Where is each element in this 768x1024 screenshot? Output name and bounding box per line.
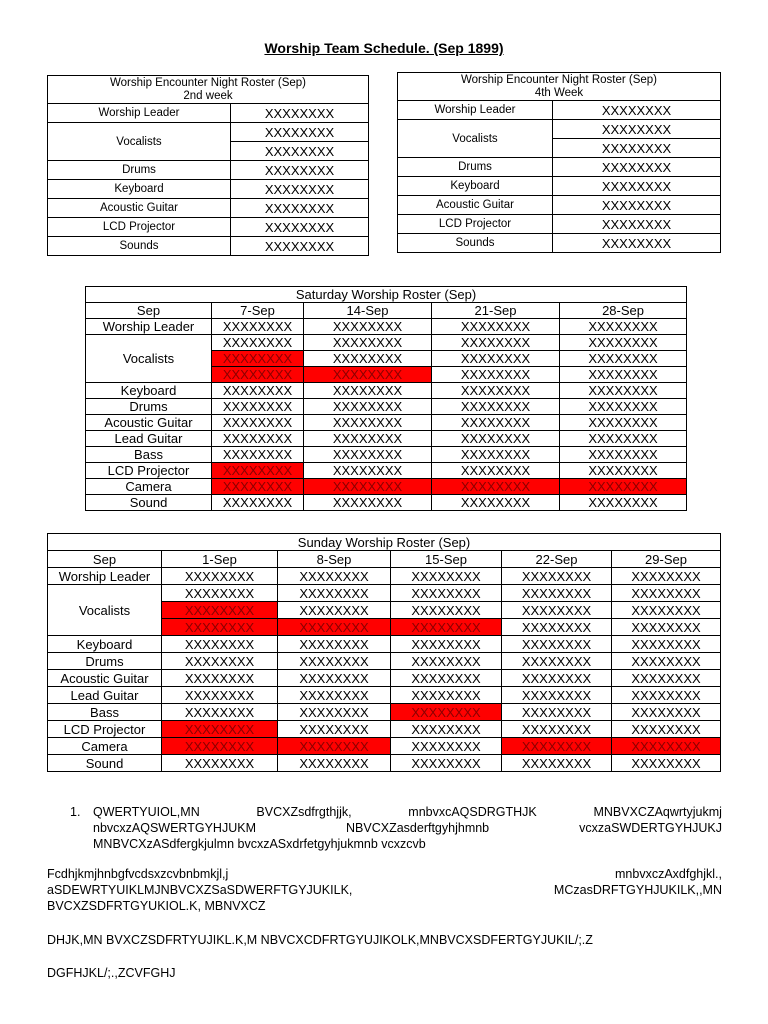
assignee-cell: XXXXXXXX: [231, 218, 369, 237]
role-label: Acoustic Guitar: [86, 415, 212, 431]
assignee-cell: XXXXXXXX: [162, 585, 278, 602]
highlighted-assignee-cell: XXXXXXXX: [560, 479, 687, 495]
roster-title: Saturday Worship Roster (Sep): [86, 287, 687, 303]
assignee-cell: XXXXXXXX: [612, 687, 721, 704]
table-row: [48, 755, 721, 772]
assignee-cell: XXXXXXXX: [304, 319, 432, 335]
assignee-cell: XXXXXXXX: [212, 335, 304, 351]
roster-title: Sunday Worship Roster (Sep): [48, 534, 721, 551]
assignee-cell: XXXXXXXX: [278, 653, 391, 670]
role-label: Vocalists: [398, 120, 553, 158]
assignee-cell: XXXXXXXX: [502, 687, 612, 704]
role-label: Sounds: [48, 237, 231, 256]
assignee-cell: XXXXXXXX: [304, 415, 432, 431]
roster-header-line: Worship Encounter Night Roster (Sep): [461, 73, 658, 86]
roster-header-row: [48, 76, 369, 104]
table-row: [398, 177, 721, 196]
assignee-cell: XXXXXXXX: [391, 568, 502, 585]
assignee-cell: XXXXXXXX: [502, 585, 612, 602]
paragraph-4: DGFHJKL/;.,ZCVFGHJ: [47, 966, 176, 980]
assignee-cell: XXXXXXXX: [278, 670, 391, 687]
role-label: LCD Projector: [48, 218, 231, 237]
assignee-cell: XXXXXXXX: [612, 568, 721, 585]
table-row: [86, 447, 687, 463]
role-label: Vocalists: [86, 335, 212, 383]
paragraph-2-line-3: BVCXZSDFRTGYUKIOL.K, MBNVXCZ: [47, 899, 266, 913]
assignee-cell: XXXXXXXX: [553, 139, 721, 158]
highlighted-assignee-cell: XXXXXXXX: [162, 738, 278, 755]
assignee-cell: XXXXXXXX: [560, 463, 687, 479]
table-row: [398, 158, 721, 177]
role-label: Worship Leader: [48, 104, 231, 123]
role-label: Vocalists: [48, 585, 162, 636]
assignee-cell: XXXXXXXX: [553, 158, 721, 177]
assignee-cell: XXXXXXXX: [278, 704, 391, 721]
assignee-cell: XXXXXXXX: [502, 602, 612, 619]
role-label: Keyboard: [86, 383, 212, 399]
table-row: [48, 161, 369, 180]
paragraph-word: aSDEWRTYUIKLMJNBVCXZSaSDWERFTGYJUKILK,: [47, 883, 353, 897]
role-label: Keyboard: [398, 177, 553, 196]
assignee-cell: XXXXXXXX: [391, 636, 502, 653]
assignee-cell: XXXXXXXX: [391, 721, 502, 738]
assignee-cell: XXXXXXXX: [560, 431, 687, 447]
assignee-cell: XXXXXXXX: [278, 636, 391, 653]
table-row: [48, 670, 721, 687]
encounter-roster-2nd-week: [47, 75, 369, 256]
date-header: 8-Sep: [278, 551, 391, 568]
assignee-cell: XXXXXXXX: [553, 215, 721, 234]
table-row: [398, 215, 721, 234]
table-row: [48, 687, 721, 704]
assignee-cell: XXXXXXXX: [304, 447, 432, 463]
date-header: 29-Sep: [612, 551, 721, 568]
role-label: LCD Projector: [48, 721, 162, 738]
table-row: [48, 218, 369, 237]
table-row: [48, 123, 369, 142]
item-word: mnbvxcAQSDRGTHJK: [408, 805, 537, 819]
roster-header-row: [398, 73, 721, 101]
assignee-cell: XXXXXXXX: [432, 351, 560, 367]
sunday-roster: [47, 533, 721, 772]
item-number: 1.: [70, 805, 81, 819]
table-row: [86, 319, 687, 335]
role-label: Sounds: [398, 234, 553, 253]
highlighted-assignee-cell: XXXXXXXX: [391, 619, 502, 636]
role-label: Vocalists: [48, 123, 231, 161]
table-row: [86, 399, 687, 415]
role-label: Lead Guitar: [48, 687, 162, 704]
highlighted-assignee-cell: XXXXXXXX: [212, 463, 304, 479]
item-word: BVCXZsdfrgthjjk,: [256, 805, 352, 819]
assignee-cell: XXXXXXXX: [502, 704, 612, 721]
table-row: [48, 704, 721, 721]
role-label: Camera: [48, 738, 162, 755]
assignee-cell: XXXXXXXX: [304, 335, 432, 351]
assignee-cell: XXXXXXXX: [560, 495, 687, 511]
role-label: Acoustic Guitar: [48, 670, 162, 687]
assignee-cell: XXXXXXXX: [612, 602, 721, 619]
assignee-cell: XXXXXXXX: [162, 653, 278, 670]
date-header: 15-Sep: [391, 551, 502, 568]
role-label: Acoustic Guitar: [398, 196, 553, 215]
date-header: 1-Sep: [162, 551, 278, 568]
assignee-cell: XXXXXXXX: [560, 447, 687, 463]
role-label: Keyboard: [48, 636, 162, 653]
assignee-cell: XXXXXXXX: [391, 585, 502, 602]
roster-header-line: 2nd week: [183, 89, 233, 102]
table-row: [48, 738, 721, 755]
table-row: [48, 180, 369, 199]
table-row: [86, 383, 687, 399]
assignee-cell: XXXXXXXX: [162, 568, 278, 585]
assignee-cell: XXXXXXXX: [553, 101, 721, 120]
assignee-cell: XXXXXXXX: [612, 704, 721, 721]
assignee-cell: XXXXXXXX: [212, 495, 304, 511]
assignee-cell: XXXXXXXX: [553, 234, 721, 253]
highlighted-assignee-cell: XXXXXXXX: [162, 721, 278, 738]
date-header: 21-Sep: [432, 303, 560, 319]
highlighted-assignee-cell: XXXXXXXX: [304, 367, 432, 383]
date-header-row: [86, 303, 687, 319]
table-row: [48, 199, 369, 218]
assignee-cell: XXXXXXXX: [231, 199, 369, 218]
role-label: Sound: [48, 755, 162, 772]
item-word: nbvcxzAQSWERTGYHJUKM: [93, 821, 256, 835]
paragraph-word: mnbvxczAxdfghjkl.,: [615, 867, 722, 881]
highlighted-assignee-cell: XXXXXXXX: [212, 479, 304, 495]
assignee-cell: XXXXXXXX: [162, 755, 278, 772]
table-row: [398, 101, 721, 120]
assignee-cell: XXXXXXXX: [432, 335, 560, 351]
table-row: [48, 653, 721, 670]
assignee-cell: XXXXXXXX: [432, 383, 560, 399]
date-header: 14-Sep: [304, 303, 432, 319]
table-row: [86, 479, 687, 495]
paragraph-3: DHJK,MN BVXCZSDFRTYUJIKL.K,M NBVCXCDFRTGYUJIKOLK,MNBVCXSDFERTGYJUKIL/;.Z: [47, 933, 593, 947]
assignee-cell: XXXXXXXX: [162, 670, 278, 687]
table-row: [48, 237, 369, 256]
assignee-cell: XXXXXXXX: [278, 568, 391, 585]
assignee-cell: XXXXXXXX: [502, 755, 612, 772]
assignee-cell: XXXXXXXX: [231, 123, 369, 142]
assignee-cell: XXXXXXXX: [432, 415, 560, 431]
table-row: [48, 721, 721, 738]
highlighted-assignee-cell: XXXXXXXX: [278, 738, 391, 755]
highlighted-assignee-cell: XXXXXXXX: [278, 619, 391, 636]
encounter-roster-4th-week: [397, 72, 721, 253]
assignee-cell: XXXXXXXX: [304, 495, 432, 511]
roster-title-row: [48, 534, 721, 551]
roster-header-line: 4th Week: [534, 86, 584, 99]
assignee-cell: XXXXXXXX: [162, 704, 278, 721]
roster-header-line: Worship Encounter Night Roster (Sep): [110, 76, 307, 89]
assignee-cell: XXXXXXXX: [278, 585, 391, 602]
assignee-cell: XXXXXXXX: [304, 383, 432, 399]
role-label: Drums: [86, 399, 212, 415]
highlighted-assignee-cell: XXXXXXXX: [304, 479, 432, 495]
role-label: LCD Projector: [398, 215, 553, 234]
table-row: [86, 431, 687, 447]
assignee-cell: XXXXXXXX: [212, 319, 304, 335]
assignee-cell: XXXXXXXX: [612, 636, 721, 653]
numbered-item: [70, 804, 722, 852]
saturday-roster: [85, 286, 687, 511]
assignee-cell: XXXXXXXX: [231, 161, 369, 180]
assignee-cell: XXXXXXXX: [612, 653, 721, 670]
assignee-cell: XXXXXXXX: [502, 568, 612, 585]
item-word: NBVCXZasderftgyhjhmnb: [346, 821, 490, 835]
role-label: LCD Projector: [86, 463, 212, 479]
assignee-cell: XXXXXXXX: [502, 721, 612, 738]
role-label: Bass: [86, 447, 212, 463]
assignee-cell: XXXXXXXX: [560, 319, 687, 335]
assignee-cell: XXXXXXXX: [432, 319, 560, 335]
assignee-cell: XXXXXXXX: [278, 602, 391, 619]
assignee-cell: XXXXXXXX: [391, 687, 502, 704]
table-row: [86, 463, 687, 479]
table-row: [86, 335, 687, 351]
assignee-cell: XXXXXXXX: [231, 104, 369, 123]
assignee-cell: XXXXXXXX: [391, 738, 502, 755]
role-label: Worship Leader: [398, 101, 553, 120]
table-row: [48, 568, 721, 585]
assignee-cell: XXXXXXXX: [391, 653, 502, 670]
paragraph-2-line-2: [47, 882, 722, 898]
assignee-cell: XXXXXXXX: [432, 367, 560, 383]
table-row: [398, 120, 721, 139]
roster-header: [398, 73, 721, 101]
assignee-cell: XXXXXXXX: [560, 383, 687, 399]
highlighted-assignee-cell: XXXXXXXX: [432, 479, 560, 495]
assignee-cell: XXXXXXXX: [553, 196, 721, 215]
assignee-cell: XXXXXXXX: [278, 721, 391, 738]
date-header: 7-Sep: [212, 303, 304, 319]
role-label: Worship Leader: [48, 568, 162, 585]
assignee-cell: XXXXXXXX: [212, 431, 304, 447]
assignee-cell: XXXXXXXX: [304, 463, 432, 479]
item-word: vcxzaSWDERTGYHJUKJ: [579, 821, 722, 835]
month-header: Sep: [48, 551, 162, 568]
assignee-cell: XXXXXXXX: [612, 585, 721, 602]
item-line-3: MNBVCXzASdfergkjulmn bvcxzASxdrfetgyhjukmnb vcxzcvb: [93, 837, 426, 851]
role-label: Drums: [48, 653, 162, 670]
month-header: Sep: [86, 303, 212, 319]
role-label: Sound: [86, 495, 212, 511]
assignee-cell: XXXXXXXX: [432, 447, 560, 463]
assignee-cell: XXXXXXXX: [304, 431, 432, 447]
assignee-cell: XXXXXXXX: [231, 180, 369, 199]
assignee-cell: XXXXXXXX: [212, 415, 304, 431]
assignee-cell: XXXXXXXX: [560, 367, 687, 383]
table-row: [86, 415, 687, 431]
assignee-cell: XXXXXXXX: [432, 399, 560, 415]
assignee-cell: XXXXXXXX: [212, 399, 304, 415]
highlighted-assignee-cell: XXXXXXXX: [391, 704, 502, 721]
assignee-cell: XXXXXXXX: [391, 602, 502, 619]
date-header-row: [48, 551, 721, 568]
assignee-cell: XXXXXXXX: [162, 636, 278, 653]
role-label: Acoustic Guitar: [48, 199, 231, 218]
highlighted-assignee-cell: XXXXXXXX: [612, 738, 721, 755]
item-line-2: [93, 820, 722, 836]
assignee-cell: XXXXXXXX: [560, 415, 687, 431]
assignee-cell: XXXXXXXX: [560, 335, 687, 351]
assignee-cell: XXXXXXXX: [612, 755, 721, 772]
paragraph-2: [47, 866, 722, 914]
role-label: Worship Leader: [86, 319, 212, 335]
assignee-cell: XXXXXXXX: [612, 619, 721, 636]
highlighted-assignee-cell: XXXXXXXX: [162, 619, 278, 636]
assignee-cell: XXXXXXXX: [553, 120, 721, 139]
role-label: Drums: [398, 158, 553, 177]
roster-header: [48, 76, 369, 104]
assignee-cell: XXXXXXXX: [560, 399, 687, 415]
assignee-cell: XXXXXXXX: [560, 351, 687, 367]
date-header: 22-Sep: [502, 551, 612, 568]
table-row: [398, 234, 721, 253]
table-row: [86, 495, 687, 511]
table-row: [48, 585, 721, 602]
role-label: Drums: [48, 161, 231, 180]
page-title: Worship Team Schedule. (Sep 1899): [264, 40, 504, 56]
paragraph-word: MCzasDRFTGYHJUKILK,,MN: [553, 883, 722, 897]
assignee-cell: XXXXXXXX: [231, 237, 369, 256]
item-word: MNBVXCZAqwrtyjukmj: [593, 805, 722, 819]
highlighted-assignee-cell: XXXXXXXX: [502, 738, 612, 755]
assignee-cell: XXXXXXXX: [304, 351, 432, 367]
assignee-cell: XXXXXXXX: [212, 447, 304, 463]
assignee-cell: XXXXXXXX: [502, 636, 612, 653]
table-row: [48, 104, 369, 123]
assignee-cell: XXXXXXXX: [212, 383, 304, 399]
table-row: [398, 196, 721, 215]
assignee-cell: XXXXXXXX: [231, 142, 369, 161]
assignee-cell: XXXXXXXX: [502, 653, 612, 670]
table-row: [48, 636, 721, 653]
assignee-cell: XXXXXXXX: [432, 463, 560, 479]
assignee-cell: XXXXXXXX: [304, 399, 432, 415]
assignee-cell: XXXXXXXX: [391, 670, 502, 687]
assignee-cell: XXXXXXXX: [432, 495, 560, 511]
roster-title-row: [86, 287, 687, 303]
highlighted-assignee-cell: XXXXXXXX: [212, 367, 304, 383]
role-label: Bass: [48, 704, 162, 721]
paragraph-2-line-1: [47, 866, 722, 882]
assignee-cell: XXXXXXXX: [502, 619, 612, 636]
item-word: QWERTYUIOL,MN: [93, 805, 200, 819]
highlighted-assignee-cell: XXXXXXXX: [162, 602, 278, 619]
role-label: Lead Guitar: [86, 431, 212, 447]
assignee-cell: XXXXXXXX: [612, 721, 721, 738]
assignee-cell: XXXXXXXX: [553, 177, 721, 196]
date-header: 28-Sep: [560, 303, 687, 319]
highlighted-assignee-cell: XXXXXXXX: [212, 351, 304, 367]
assignee-cell: XXXXXXXX: [502, 670, 612, 687]
role-label: Keyboard: [48, 180, 231, 199]
assignee-cell: XXXXXXXX: [278, 755, 391, 772]
paragraph-word: Fcdhjkmjhnbgfvcdsxzcvbnbmkjl,j: [47, 867, 229, 881]
assignee-cell: XXXXXXXX: [612, 670, 721, 687]
assignee-cell: XXXXXXXX: [162, 687, 278, 704]
assignee-cell: XXXXXXXX: [391, 755, 502, 772]
assignee-cell: XXXXXXXX: [432, 431, 560, 447]
item-line-1: [93, 804, 722, 820]
role-label: Camera: [86, 479, 212, 495]
assignee-cell: XXXXXXXX: [278, 687, 391, 704]
